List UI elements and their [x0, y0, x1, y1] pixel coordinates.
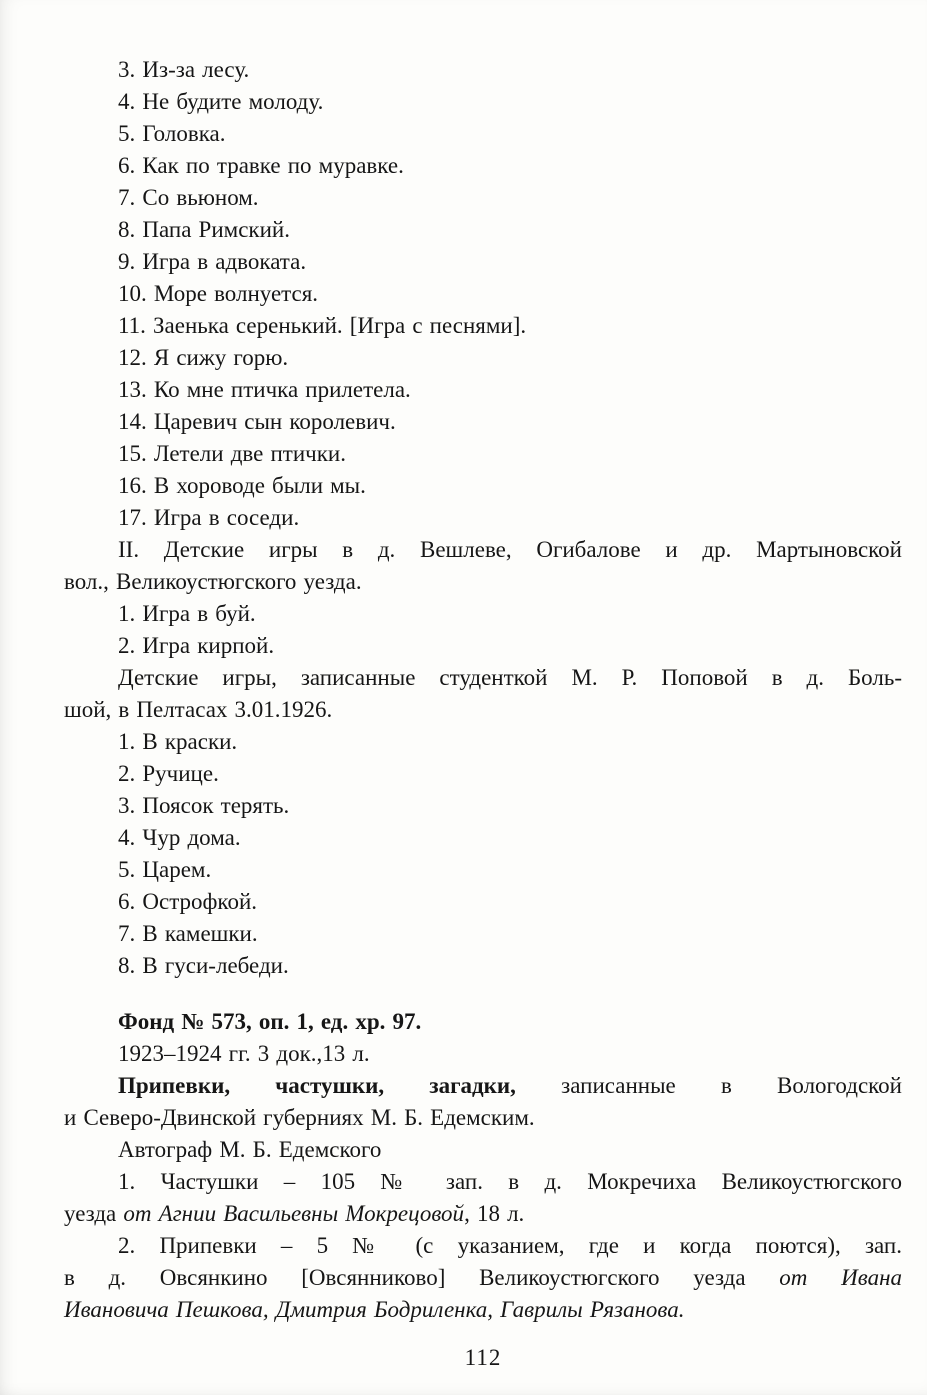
list-item: 4. Не будите молоду. — [118, 89, 324, 114]
list-item: 14. Царевич сын королевич. — [118, 409, 396, 434]
list-item: 16. В хороводе были мы. — [118, 473, 366, 498]
list-item: 10. Море волнуется. — [118, 281, 319, 306]
fond-item-1-line-2 — [64, 1198, 902, 1230]
page-number: 112 — [464, 1345, 502, 1370]
list-item: 5. Царем. — [118, 857, 212, 882]
fond-item-2-prefix: в д. Овсянкино [Овсянниково] Великоустюгского уезда — [64, 1265, 746, 1290]
section-ii-heading-line-1: II. Детские игры в д. Вешлеве, Огибалове и др. Мартыновской — [118, 537, 902, 562]
list-item: 7. В камешки. — [118, 921, 258, 946]
fond-dates: 1923–1924 гг. 3 док.,13 л. — [118, 1041, 370, 1066]
fond-item-1-suffix: , 18 л. — [464, 1201, 525, 1226]
list-item: 8. Папа Римский. — [118, 217, 290, 242]
fond-title-line-1 — [64, 1070, 902, 1102]
list-item: 13. Ко мне птичка прилетела. — [118, 377, 411, 402]
list-item: 3. Из-за лесу. — [118, 57, 250, 82]
list-item: 8. В гуси-лебеди. — [118, 953, 289, 978]
fond-item-2-line-1: 2. Припевки – 5 № (с указанием, где и когда поются), зап. — [118, 1233, 902, 1258]
list-item: 2. Ручице. — [118, 761, 219, 786]
list-item: 6. Острофкой. — [118, 889, 257, 914]
list-item: 1. В краски. — [118, 729, 238, 754]
fond-item-2-informant-start: от Ивана — [779, 1265, 902, 1290]
list-item: 5. Головка. — [118, 121, 226, 146]
fond-item-1-line-1: 1. Частушки – 105 № зап. в д. Мокречиха Великоустюгского — [118, 1169, 902, 1194]
fond-title-rest: записанные в Вологодской — [561, 1073, 902, 1098]
list-item: 2. Игра кирпой. — [118, 633, 275, 658]
list-item: 1. Игра в буй. — [118, 601, 256, 626]
fond-title-bold: Припевки, частушки, загадки, — [118, 1073, 516, 1098]
list-item: 12. Я сижу горю. — [118, 345, 289, 370]
fond-item-1-informant: от Агнии Васильевны Мокрецовой — [123, 1201, 465, 1226]
fond-item-1-prefix: уезда — [64, 1201, 117, 1226]
popova-note-line-1: Детские игры, записанные студенткой М. Р. Поповой в д. Боль- — [118, 665, 902, 690]
fond-item-2-line-3: Ивановича Пешкова, Дмитрия Бодриленка, Гаврилы Рязанова. — [64, 1297, 685, 1322]
fond-title-line-2: и Северо-Двинской губерниях М. Б. Едемским. — [64, 1105, 535, 1130]
list-item: 17. Игра в соседи. — [118, 505, 300, 530]
fond-autograph: Автограф М. Б. Едемского — [118, 1137, 382, 1162]
page-text-block — [64, 54, 902, 1374]
list-item: 15. Летели две птички. — [118, 441, 346, 466]
fond-heading: Фонд № 573, оп. 1, ед. хр. 97. — [118, 1009, 422, 1034]
list-item: 6. Как по травке по муравке. — [118, 153, 404, 178]
list-item: 7. Со вьюном. — [118, 185, 259, 210]
fond-item-2-line-2 — [64, 1262, 902, 1294]
popova-note-line-2: шой, в Пелтасах 3.01.1926. — [64, 697, 333, 722]
list-item: 11. Заенька серенький. [Игра с песнями]. — [118, 313, 527, 338]
list-item: 3. Поясок терять. — [118, 793, 290, 818]
list-item: 4. Чур дома. — [118, 825, 241, 850]
list-item: 9. Игра в адвоката. — [118, 249, 307, 274]
section-ii-heading-line-2: вол., Великоустюгского уезда. — [64, 569, 362, 594]
